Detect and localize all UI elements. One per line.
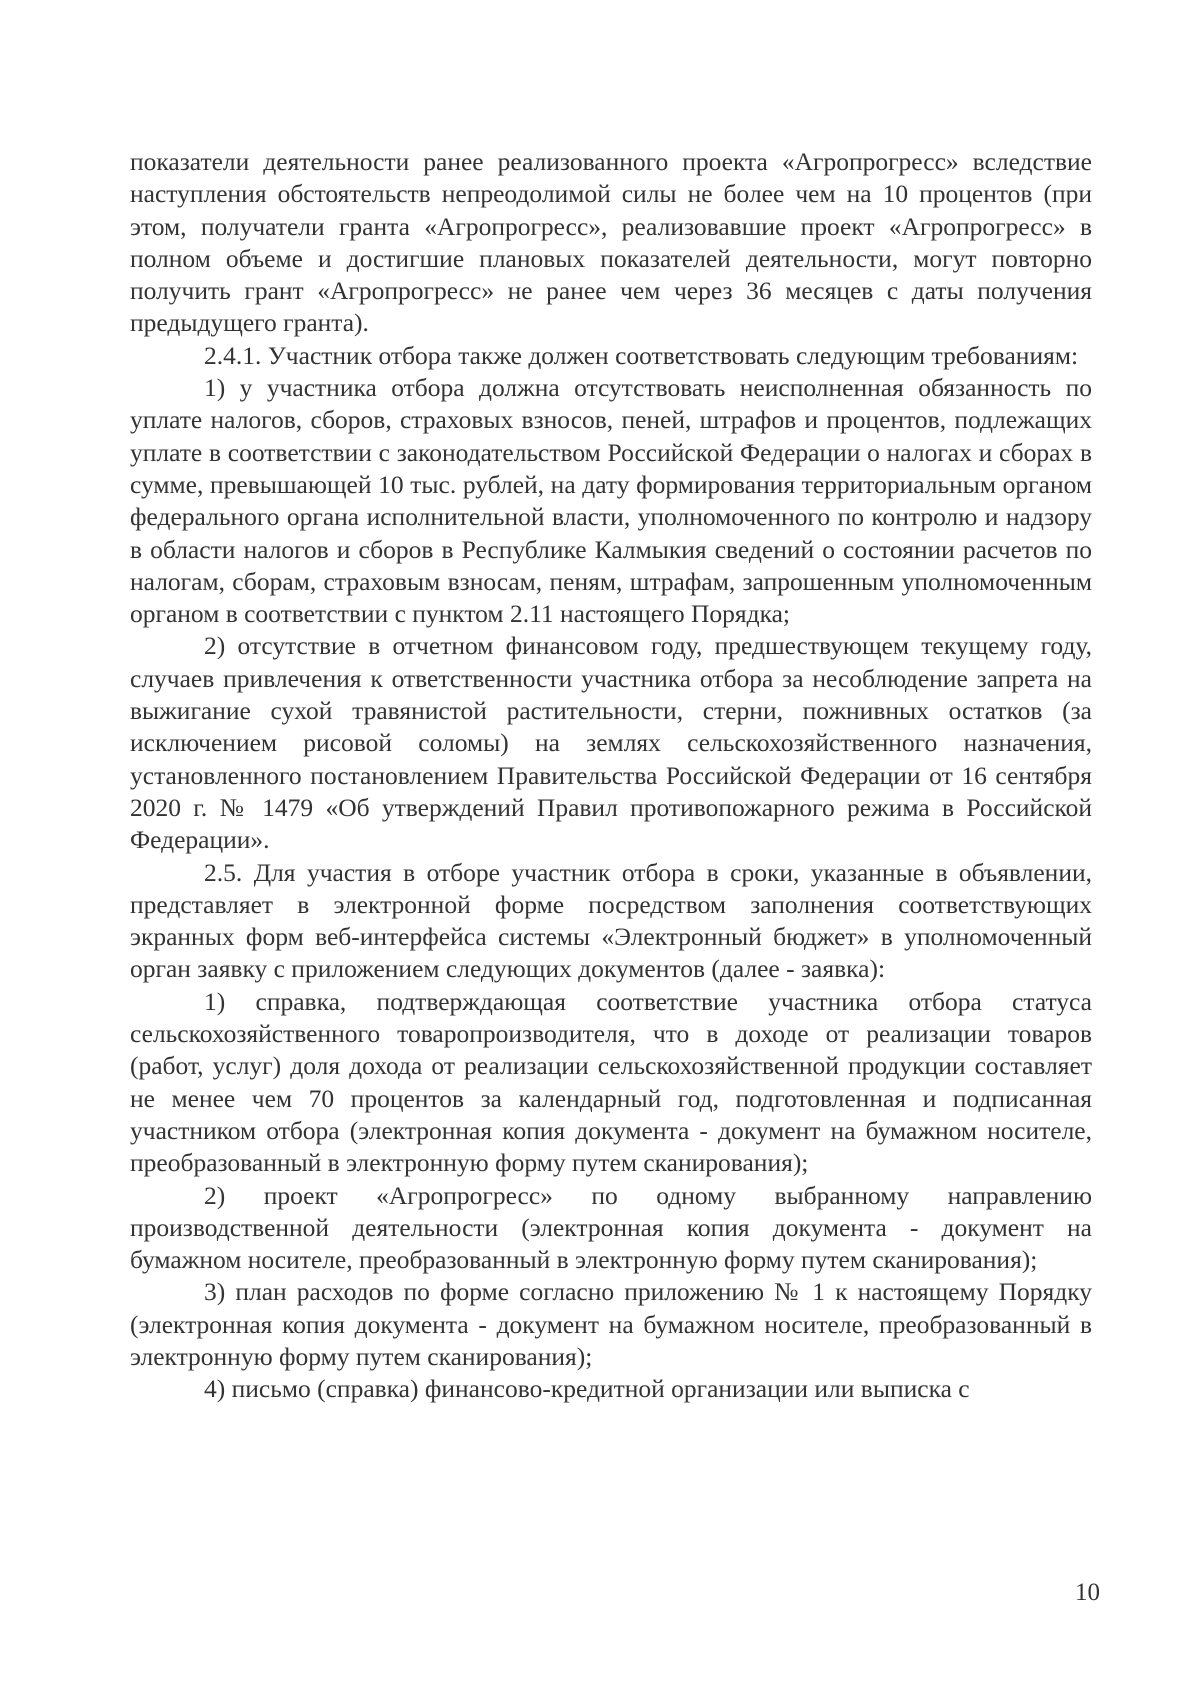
paragraph-document-1: 1) справка, подтверждающая соответствие участника отбора статуса сельскохозяйственного товаропроизводителя, что в доходе от реализации товаров (работ, услуг) доля дохода от реализации сельскохозяйственной продукции составляет не менее чем 70 процентов за календарный год, подготовленная и подписанная участником отбора (электронная копия документа - документ на бумажном носителе, преобразованный в электронную форму путем сканирования);: [130, 986, 1092, 1178]
paragraph-continuation: показатели деятельности ранее реализованного проекта «Агропрогресс» вследствие наступления обстоятельств непреодолимой силы не более чем на 10 процентов (при этом, получатели гранта «Агропрогресс», реализовавшие проект «Агропрогресс» в полном объеме и достигшие плановых показателей деятельности, могут повторно получить грант «Агропрогресс» не ранее чем через 36 месяцев с даты получения предыдущего гранта).: [130, 147, 1092, 338]
paragraph-document-4: 4) письмо (справка) финансово-кредитной организации или выписка с: [204, 1374, 970, 1404]
paragraph-2-5: 2.5. Для участия в отборе участник отбора в сроки, указанные в объявлении, представляет в электронной форме посредством заполнения соответствующих экранных форм веб-интерфейса системы «Электронный бюджет» в уполномоченный орган заявку с приложением следующих документов (далее - заявка):: [130, 857, 1092, 984]
document-body: [130, 146, 1092, 1406]
paragraph-document-2: 2) проект «Агропрогресс» по одному выбранному направлению производственной деятельности (электронная копия документа - документ на бумажном носителе, преобразованный в электронную форму путем сканирования);: [130, 1180, 1092, 1275]
paragraph-requirement-2: 2) отсутствие в отчетном финансовом году, предшествующем текущему году, случаев привлечения к ответственности участника отбора за несоблюдение запрета на выжигание сухой травянистой растительности, стерни, пожнивных остатков (за исключением рисовой соломы) на землях сельскохозяйственного назначения, установленного постановлением Правительства Российской Федерации от 16 сентября 2020 г. № 1479 «Об утверждений Правил противопожарного режима в Российской Федерации».: [130, 631, 1092, 855]
page-number: 10: [1075, 1579, 1100, 1606]
paragraph-2-4-1: 2.4.1. Участник отбора также должен соответствовать следующим требованиям:: [204, 340, 1079, 370]
paragraph-document-3: 3) план расходов по форме согласно приложению № 1 к настоящему Порядку (электронная копия документа - документ на бумажном носителе, преобразованный в электронную форму путем сканирования);: [130, 1277, 1092, 1371]
paragraph-requirement-1: 1) у участника отбора должна отсутствовать неисполненная обязанность по уплате налогов, сборов, страховых взносов, пеней, штрафов и процентов, подлежащих уплате в соответствии с законодательством Российской Федерации о налогах и сборах в сумме, превышающей 10 тыс. рублей, на дату формирования территориальным органом федерального органа исполнительной власти, уполномоченного по контролю и надзору в области налогов и сборов в Республике Калмыкия сведений о состоянии расчетов по налогам, сборам, страховым взносам, пеням, штрафам, запрошенным уполномоченным органом в соответствии с пунктом 2.11 настоящего Порядка;: [130, 373, 1092, 629]
